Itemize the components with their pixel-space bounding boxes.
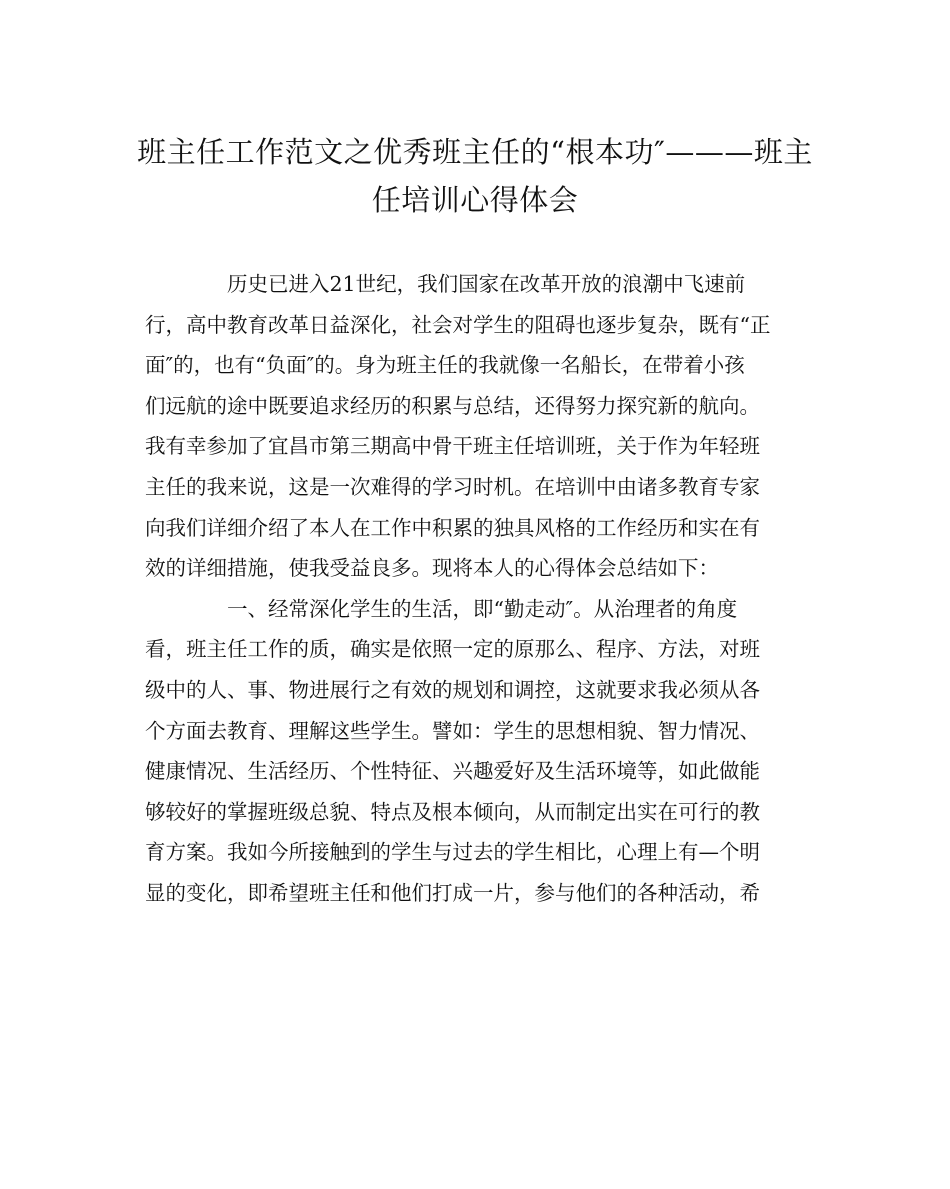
paragraph-2 (145, 589, 805, 914)
text-line: 育方案。我如今所接触到的学生与过去的学生相比，心理上有—个明 (145, 840, 760, 865)
text-line: 向我们详细介绍了本人在工作中积累的独具风格的工作经历和实在有 (145, 515, 760, 540)
text-line: 历史已进入21世纪，我们国家在改革开放的浪潮中飞速前 (227, 272, 746, 296)
text-line: 看，班主任工作的质，确实是依照一定的原那么、程序、方法，对班 (145, 637, 760, 662)
text-line: 级中的人、事、物进展行之有效的规划和调控，这就要求我必须从各 (145, 677, 760, 702)
document-body (145, 264, 805, 914)
document-title (120, 128, 830, 224)
text-line: 健康情况、生活经历、个性特征、兴趣爱好及生活环境等，如此做能 (145, 759, 760, 784)
text-line: 一、经常深化学生的生活，即“勤走动″。从治理者的角度 (227, 596, 738, 621)
text-line: 效的详细措施，使我受益良多。现将本人的心得体会总结如下： (145, 556, 719, 581)
title-line: 班主任工作范文之优秀班主任的“根本功″———班主 (137, 135, 813, 169)
text-line: 面″的，也有“负面″的。身为班主任的我就像一名船长，在带着小孩 (145, 353, 745, 378)
text-line: 我有幸参加了宜昌市第三期高中骨干班主任培训班，关于作为年轻班 (145, 434, 760, 459)
text-line: 个方面去教育、理解这些学生。譬如：学生的思想相貌、智力情况、 (145, 718, 760, 743)
text-line: 们远航的途中既要追求经历的积累与总结，还得努力探究新的航向。 (145, 393, 760, 418)
text-line: 显的变化，即希望班主任和他们打成一片，参与他们的各种活动，希 (145, 880, 760, 905)
text-line: 行，高中教育改革日益深化，社会对学生的阻碍也逐步复杂，既有“正 (145, 312, 771, 337)
paragraph-1 (145, 264, 805, 589)
text-line: 主任的我来说，这是一次难得的学习时机。在培训中由诸多教育专家 (145, 474, 760, 499)
text-line: 够较好的掌握班级总貌、特点及根本倾向，从而制定出实在可行的教 (145, 799, 760, 824)
title-line: 任培训心得体会 (371, 183, 579, 217)
